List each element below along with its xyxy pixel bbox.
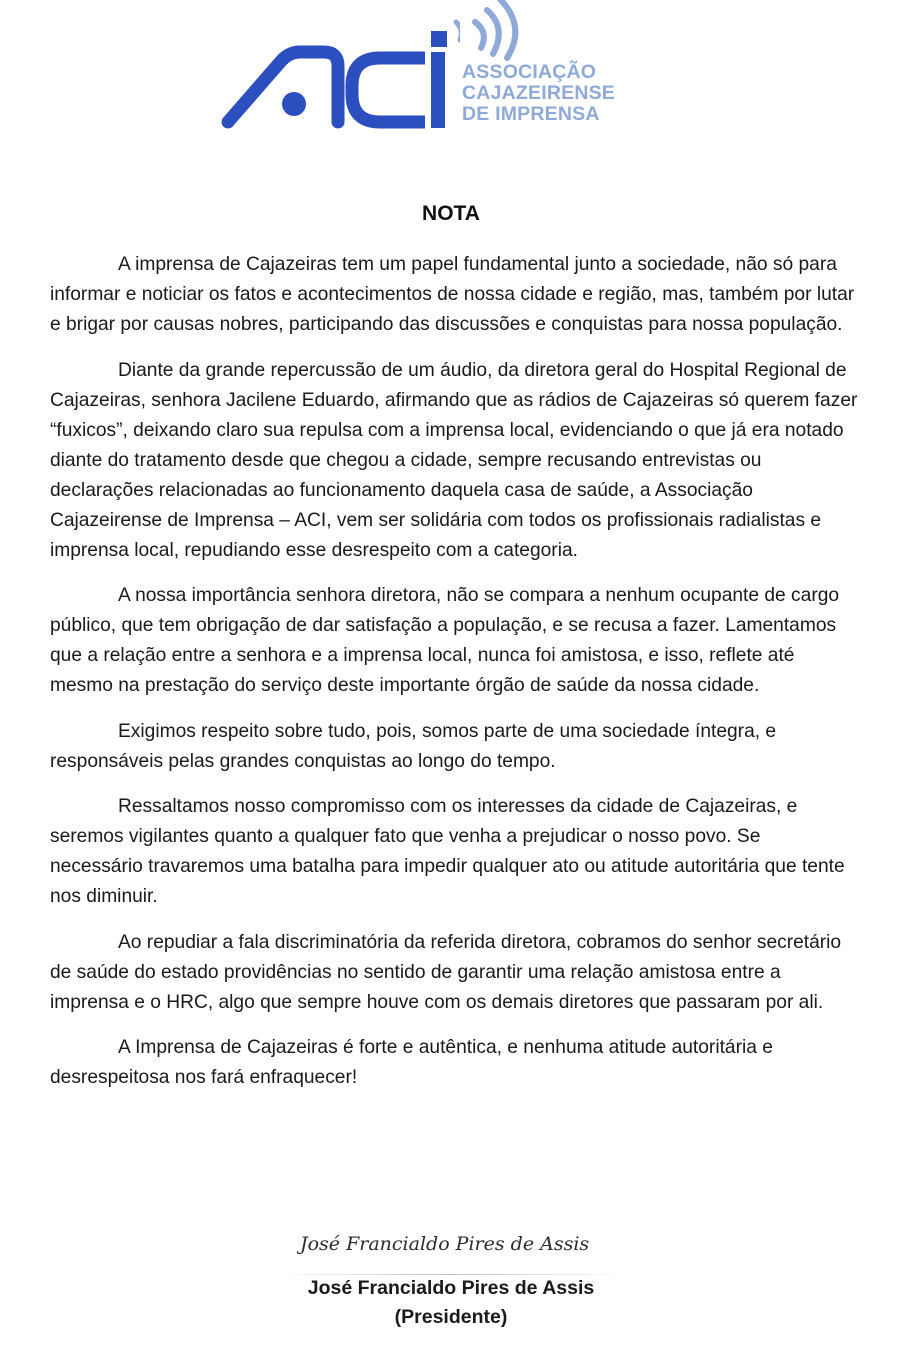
aci-logo <box>220 0 620 135</box>
paragraph: Ressaltamos nosso compromisso com os interesses da cidade de Cajazeiras, e seremos vigilantes quanto a qualquer fato que venha a prejudicar o nosso povo. Se necessário travaremos uma batalha para impedir qualquer ato ou atitude autoritária que tente nos diminuir. <box>50 796 845 907</box>
paragraph: A nossa importância senhora diretora, não se compara a nenhum ocupante de cargo público, que tem obrigação de dar satisfação a população, e se recusa a fazer. Lamentamos que a relação entre a senhora e a imprensa local, nunca foi amistosa, e isso, reflete até mesmo na prestação do serviço deste importante órgão de saúde da nossa cidade. <box>50 585 840 696</box>
signal-waves-icon <box>435 0 545 62</box>
paragraph: A Imprensa de Cajazeiras é forte e autêntica, e nenhuma atitude autoritária e desrespeitosa nos fará enfraquecer! <box>50 1037 773 1088</box>
logo-wordmark <box>462 62 615 125</box>
paragraph: Ao repudiar a fala discriminatória da referida diretora, cobramos do senhor secretário de saúde do estado providências no sentido de garantir uma relação amistosa entre a imprensa e o HRC, algo que sempre houve com os demais diretores que passaram por ali. <box>50 931 842 1013</box>
signatory-name: José Francialdo Pires de Assis <box>307 1277 595 1299</box>
paragraph: Diante da grande repercussão de um áudio, da diretora geral do Hospital Regional de Cajazeiras, senhora Jacilene Eduardo, afirmando que as rádios de Cajazeiras só querem fazer “fuxicos”, deixando claro sua repulsa com a imprensa local, evidenciando o que já era notado diante do tratamento desde que chegou a cidade, sempre recusando entrevistas ou declarações relacionadas ao funcionamento daquela casa de saúde, a Associação Cajazeirense de Imprensa – ACI, vem ser solidária com todos os profissionais radialistas e imprensa local, repudiando esse desrespeito com a categoria. <box>50 359 858 561</box>
logo-line-2: CAJAZEIRENSE <box>462 82 616 104</box>
paragraph: Exigimos respeito sobre tudo, pois, somos parte de uma sociedade íntegra, e responsáveis pelas grandes conquistas ao longo do tempo. <box>50 720 777 772</box>
note-body <box>50 250 858 1109</box>
signatory-role: (Presidente) <box>394 1306 508 1328</box>
aci-logo-mark <box>220 0 460 135</box>
logo-line-3: DE IMPRENSA <box>462 103 600 125</box>
page-title: NOTA <box>422 202 480 225</box>
logo-line-1: ASSOCIAÇÃO <box>462 61 597 83</box>
handwritten-signature: José Francialdo Pires de Assis <box>300 1233 590 1255</box>
paragraph: A imprensa de Cajazeiras tem um papel fundamental junto a sociedade, não só para informar e noticiar os fatos e acontecimentos de nossa cidade e região, mas, também por lutar e brigar por causas nobres, participando das discussões e conquistas para nossa população. <box>50 254 855 335</box>
